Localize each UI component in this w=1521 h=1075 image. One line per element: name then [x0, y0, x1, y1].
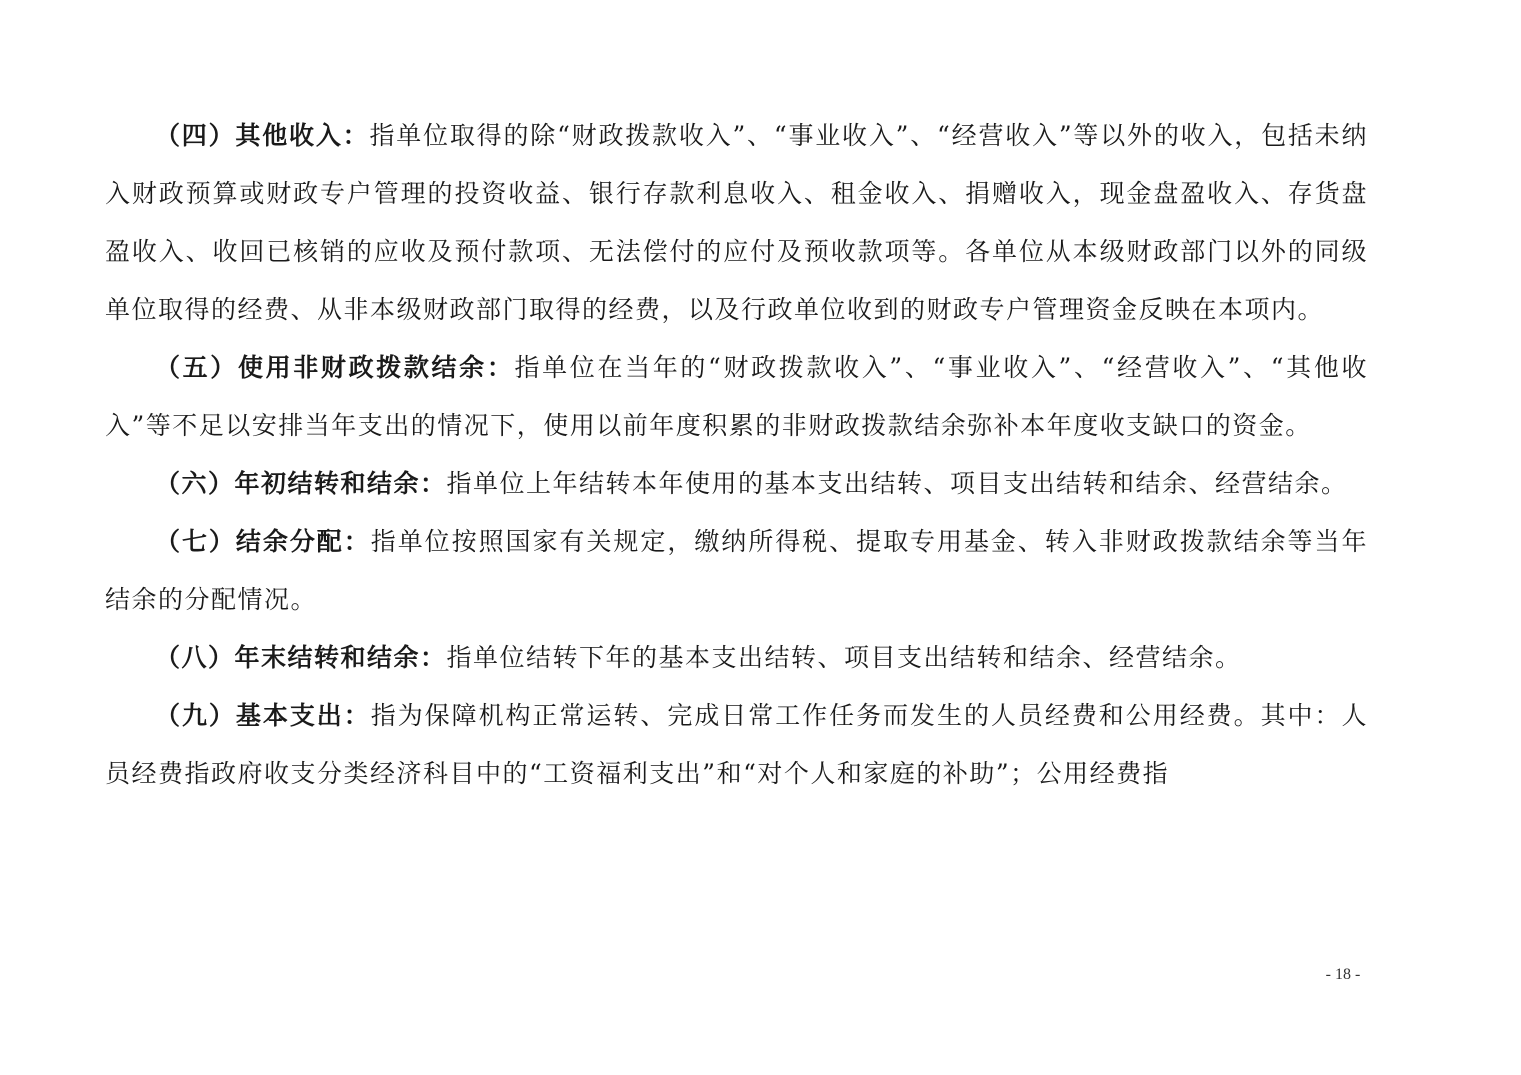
- paragraph-other-income: [105, 107, 1368, 339]
- paragraph-surplus-distribution: [105, 513, 1368, 629]
- document-body: [105, 107, 1368, 803]
- paragraph-heading: （九）基本支出：: [155, 701, 371, 730]
- paragraph-non-fiscal-surplus-use: [105, 339, 1368, 455]
- paragraph-heading: （七）结余分配：: [155, 527, 371, 556]
- paragraph-closing-carryover: [105, 629, 1368, 687]
- paragraph-text: 指单位取得的除“财政拨款收入”、“事业收入”、“经营收入”等以外的收入，包括未纳入财政预算或财政专户管理的投资收益、银行存款利息收入、租金收入、捐赠收入，现金盘盈收入、存货盘盈收入、收回已核销的应收及预付款项、无法偿付的应付及预收款项等。各单位从本级财政部门以外的同级单位取得的经费、从非本级财政部门取得的经费，以及行政单位收到的财政专户管理资金反映在本项内。: [105, 121, 1368, 324]
- paragraph-text: 指单位上年结转本年使用的基本支出结转、项目支出结转和结余、经营结余。: [446, 469, 1348, 498]
- paragraph-text: 指单位在当年的“财政拨款收入”、“事业收入”、“经营收入”、“其他收入”等不足以安排当年支出的情况下，使用以前年度积累的非财政拨款结余弥补本年度收支缺口的资金。: [105, 353, 1368, 440]
- paragraph-heading: （八）年末结转和结余：: [155, 643, 447, 672]
- paragraph-heading: （六）年初结转和结余：: [155, 469, 447, 498]
- paragraph-heading: （五）使用非财政拨款结余：: [155, 353, 515, 382]
- paragraph-basic-expenditure: [105, 687, 1368, 803]
- paragraph-text: 指单位结转下年的基本支出结转、项目支出结转和结余、经营结余。: [446, 643, 1242, 672]
- paragraph-opening-carryover: [105, 455, 1368, 513]
- page-number: - 18 -: [1325, 966, 1361, 983]
- paragraph-text: 指为保障机构正常运转、完成日常工作任务而发生的人员经费和公用经费。其中：人员经费指政府收支分类经济科目中的“工资福利支出”和“对个人和家庭的补助”；公用经费指: [105, 701, 1368, 788]
- paragraph-heading: （四）其他收入：: [155, 121, 370, 150]
- paragraph-text: 指单位按照国家有关规定，缴纳所得税、提取专用基金、转入非财政拨款结余等当年结余的分配情况。: [105, 527, 1368, 614]
